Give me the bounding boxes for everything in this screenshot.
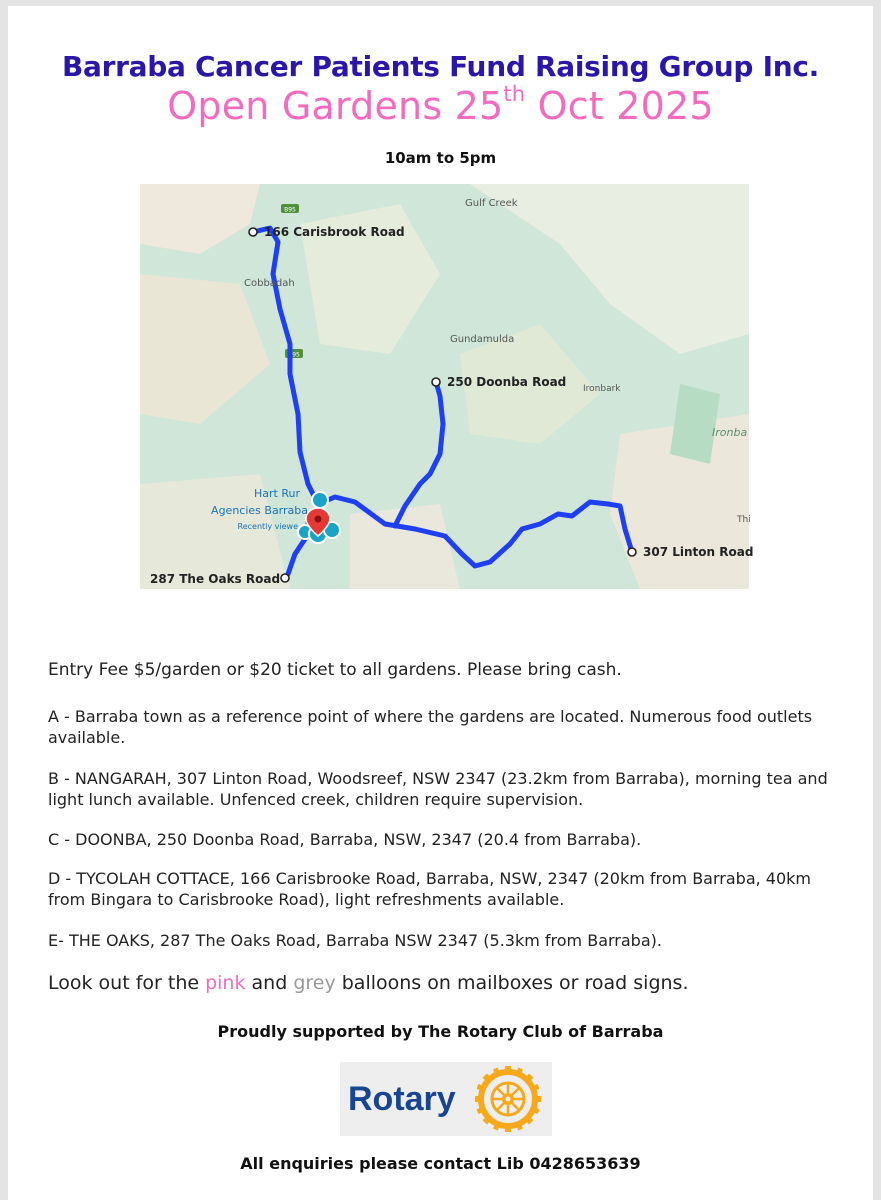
stop-marker-doonba[interactable] <box>432 378 440 386</box>
rotary-logo-text: Rotary <box>348 1080 456 1118</box>
event-title-date: Open Gardens 25 <box>167 84 504 128</box>
town-marker-icon[interactable] <box>312 492 328 508</box>
location-pin-dot <box>315 516 322 523</box>
pin-label-line1: Hart Rur <box>254 487 300 500</box>
garden-item-c: C - DOONBA, 250 Doonba Road, Barraba, NSW, 2347 (20.4 from Barraba). <box>48 830 642 849</box>
road-shield-label: B95 <box>288 351 300 359</box>
stop-marker-linton[interactable] <box>628 548 636 556</box>
stop-marker-carisbrook[interactable] <box>249 228 257 236</box>
contact-text: All enquiries please contact Lib 0428653639 <box>240 1154 641 1173</box>
stop-label-oaks: 287 The Oaks Road <box>150 572 281 586</box>
balloon-note-grey: grey <box>293 972 336 994</box>
balloon-note-start: Look out for the <box>48 972 206 994</box>
balloon-note-and: and <box>245 972 294 994</box>
event-hours: 10am to 5pm <box>384 149 497 167</box>
route-map-canvas <box>140 184 754 589</box>
stop-label-linton: 307 Linton Road <box>643 545 754 559</box>
place-gulf-creek: Gulf Creek <box>465 198 518 209</box>
place-thi: Thi <box>737 515 751 525</box>
organisation-title: Barraba Cancer Patients Fund Raising Group Inc. <box>62 50 819 83</box>
route-map <box>140 184 754 589</box>
place-cobbadah: Cobbadah <box>244 278 295 289</box>
pin-label-line2: Agencies Barraba <box>211 504 308 517</box>
sponsor-text: Proudly supported by The Rotary Club of Barraba <box>217 1022 664 1041</box>
garden-item-e: E- THE OAKS, 287 The Oaks Road, Barraba NSW 2347 (5.3km from Barraba). <box>48 931 662 950</box>
balloon-note-pink: pink <box>205 972 246 994</box>
rotary-wheel-icon <box>474 1066 542 1132</box>
garden-item-b: B - NANGARAH, 307 Linton Road, Woodsreef, NSW 2347 (23.2km from Barraba), morning tea and light lunch available. Unfenced creek, children require supervision. <box>48 769 828 809</box>
balloon-note-end: balloons on mailboxes or road signs. <box>335 972 689 994</box>
event-title-ordinal: th <box>503 82 526 106</box>
stop-label-doonba: 250 Doonba Road <box>447 375 567 389</box>
stop-label-carisbrook: 166 Carisbrook Road <box>264 225 405 239</box>
garden-item-d: D - TYCOLAH COTTACE, 166 Carisbrooke Road, Barraba, NSW, 2347 (20km from Barraba, 40km from Bingara to Carisbrooke Road), light refreshments available. <box>48 869 811 909</box>
event-title <box>8 82 873 128</box>
road-shield-label: B95 <box>284 206 296 214</box>
stop-marker-oaks[interactable] <box>281 574 289 582</box>
entry-fee-text: Entry Fee $5/garden or $20 ticket to all gardens. Please bring cash. <box>48 660 622 680</box>
event-title-month-year: Oct 2025 <box>525 84 714 128</box>
rotary-logo <box>340 1062 552 1136</box>
pin-label-line3: Recently viewe <box>237 522 298 531</box>
place-ironbark: Ironbark <box>583 384 621 394</box>
garden-item-a: A - Barraba town as a reference point of where the gardens are located. Numerous food outlets available. <box>48 707 813 747</box>
place-ironba: Ironba <box>712 426 748 439</box>
place-gundamulda: Gundamulda <box>450 334 515 345</box>
flyer-page <box>8 6 873 1200</box>
balloon-note <box>48 970 838 996</box>
